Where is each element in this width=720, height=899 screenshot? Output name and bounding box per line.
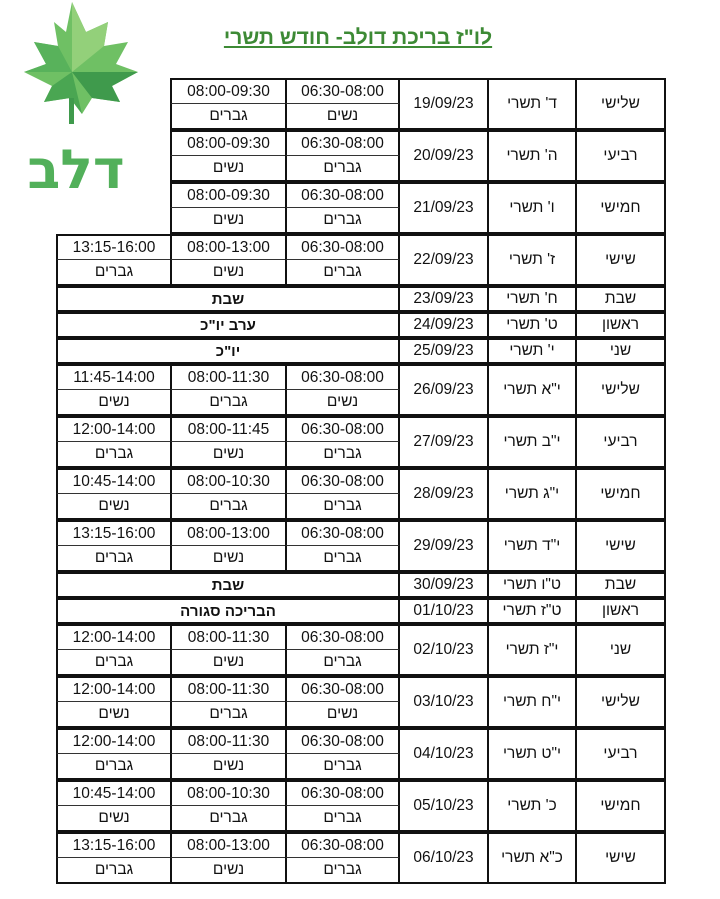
row-hebrew-date: ח' תשרי bbox=[489, 286, 577, 312]
slot-time: 12:00-14:00 bbox=[56, 728, 170, 754]
slot-time: 08:00-11:45 bbox=[170, 416, 285, 442]
slot-time: 13:15-16:00 bbox=[56, 520, 170, 546]
slot-time: 08:00-11:30 bbox=[170, 624, 285, 650]
slot-time: 13:15-16:00 bbox=[56, 234, 170, 260]
row-hebrew-date: כ' תשרי bbox=[489, 780, 577, 832]
row-day: חמישי bbox=[577, 468, 666, 520]
row-day: שני bbox=[577, 338, 666, 364]
slot-time: 08:00-11:30 bbox=[170, 676, 285, 702]
slot-gender: גברים bbox=[56, 546, 170, 572]
slot-time: 08:00-11:30 bbox=[170, 728, 285, 754]
row-hebrew-date: ז' תשרי bbox=[489, 234, 577, 286]
row-note: ערב יו"כ bbox=[56, 312, 400, 338]
row-date: 28/09/23 bbox=[400, 468, 489, 520]
slot-gender: נשים bbox=[56, 494, 170, 520]
row-hebrew-date: ט"ז תשרי bbox=[489, 598, 577, 624]
slot-time: 11:45-14:00 bbox=[56, 364, 170, 390]
slot-gender: גברים bbox=[56, 858, 170, 884]
row-note: שבת bbox=[56, 572, 400, 598]
row-date: 22/09/23 bbox=[400, 234, 489, 286]
slot-time: 08:00-11:30 bbox=[170, 364, 285, 390]
row-note: יו"כ bbox=[56, 338, 400, 364]
row-hebrew-date: י"א תשרי bbox=[489, 364, 577, 416]
slot-gender: נשים bbox=[56, 806, 170, 832]
slot-gender: גברים bbox=[285, 494, 400, 520]
slot-time: 08:00-13:00 bbox=[170, 520, 285, 546]
row-hebrew-date: ט' תשרי bbox=[489, 312, 577, 338]
slot-gender: גברים bbox=[56, 754, 170, 780]
slot-time: 10:45-14:00 bbox=[56, 780, 170, 806]
logo-text: דלב bbox=[27, 138, 125, 194]
slot-gender: נשים bbox=[56, 390, 170, 416]
slot-time: 06:30-08:00 bbox=[285, 520, 400, 546]
slot-time: 08:00-09:30 bbox=[170, 130, 285, 156]
row-date: 27/09/23 bbox=[400, 416, 489, 468]
slot-time: 08:00-10:30 bbox=[170, 780, 285, 806]
slot-gender: נשים bbox=[170, 858, 285, 884]
row-hebrew-date: ט"ו תשרי bbox=[489, 572, 577, 598]
slot-time: 06:30-08:00 bbox=[285, 780, 400, 806]
row-date: 30/09/23 bbox=[400, 572, 489, 598]
row-hebrew-date: ה' תשרי bbox=[489, 130, 577, 182]
row-date: 05/10/23 bbox=[400, 780, 489, 832]
slot-gender: נשים bbox=[56, 702, 170, 728]
row-day: שלישי bbox=[577, 676, 666, 728]
slot-time: 08:00-09:30 bbox=[170, 182, 285, 208]
slot-gender: גברים bbox=[56, 260, 170, 286]
slot-time: 10:45-14:00 bbox=[56, 468, 170, 494]
row-hebrew-date: י"ד תשרי bbox=[489, 520, 577, 572]
slot-gender: גברים bbox=[170, 806, 285, 832]
slot-gender: גברים bbox=[170, 702, 285, 728]
row-day: רביעי bbox=[577, 416, 666, 468]
row-day: שלישי bbox=[577, 78, 666, 130]
slot-time: 08:00-13:00 bbox=[170, 832, 285, 858]
row-date: 06/10/23 bbox=[400, 832, 489, 884]
slot-time: 06:30-08:00 bbox=[285, 78, 400, 104]
slot-gender: נשים bbox=[170, 442, 285, 468]
row-day: שישי bbox=[577, 234, 666, 286]
slot-time: 06:30-08:00 bbox=[285, 234, 400, 260]
slot-gender: נשים bbox=[170, 260, 285, 286]
row-hebrew-date: ד' תשרי bbox=[489, 78, 577, 130]
row-hebrew-date: י"ט תשרי bbox=[489, 728, 577, 780]
row-date: 29/09/23 bbox=[400, 520, 489, 572]
row-hebrew-date: י' תשרי bbox=[489, 338, 577, 364]
page-title: לו"ז בריכת דולב- חודש תשרי bbox=[223, 26, 493, 49]
row-hebrew-date: י"ב תשרי bbox=[489, 416, 577, 468]
row-note: הבריכה סגורה bbox=[56, 598, 400, 624]
logo bbox=[8, 2, 148, 194]
slot-time: 06:30-08:00 bbox=[285, 130, 400, 156]
slot-time: 06:30-08:00 bbox=[285, 416, 400, 442]
row-day: רביעי bbox=[577, 130, 666, 182]
row-date: 19/09/23 bbox=[400, 78, 489, 130]
row-hebrew-date: ו' תשרי bbox=[489, 182, 577, 234]
slot-time: 06:30-08:00 bbox=[285, 832, 400, 858]
row-note: שבת bbox=[56, 286, 400, 312]
slot-time: 06:30-08:00 bbox=[285, 624, 400, 650]
row-day: שבת bbox=[577, 572, 666, 598]
slot-gender: נשים bbox=[170, 650, 285, 676]
row-day: ראשון bbox=[577, 312, 666, 338]
slot-gender: גברים bbox=[285, 858, 400, 884]
slot-time: 12:00-14:00 bbox=[56, 624, 170, 650]
row-date: 23/09/23 bbox=[400, 286, 489, 312]
row-date: 26/09/23 bbox=[400, 364, 489, 416]
slot-gender: נשים bbox=[285, 390, 400, 416]
slot-time: 08:00-10:30 bbox=[170, 468, 285, 494]
slot-time: 08:00-13:00 bbox=[170, 234, 285, 260]
row-day: חמישי bbox=[577, 780, 666, 832]
row-day: ראשון bbox=[577, 598, 666, 624]
slot-gender: גברים bbox=[56, 650, 170, 676]
slot-gender: גברים bbox=[285, 546, 400, 572]
row-date: 24/09/23 bbox=[400, 312, 489, 338]
slot-gender: גברים bbox=[285, 260, 400, 286]
row-date: 03/10/23 bbox=[400, 676, 489, 728]
row-hebrew-date: י"ז תשרי bbox=[489, 624, 577, 676]
row-date: 25/09/23 bbox=[400, 338, 489, 364]
slot-gender: גברים bbox=[170, 494, 285, 520]
slot-gender: גברים bbox=[285, 754, 400, 780]
slot-gender: נשים bbox=[170, 156, 285, 182]
row-day: רביעי bbox=[577, 728, 666, 780]
slot-gender: גברים bbox=[285, 442, 400, 468]
row-date: 04/10/23 bbox=[400, 728, 489, 780]
row-date: 20/09/23 bbox=[400, 130, 489, 182]
row-hebrew-date: י"ח תשרי bbox=[489, 676, 577, 728]
row-day: שבת bbox=[577, 286, 666, 312]
slot-gender: גברים bbox=[285, 806, 400, 832]
slot-gender: גברים bbox=[56, 442, 170, 468]
row-date: 21/09/23 bbox=[400, 182, 489, 234]
slot-time: 12:00-14:00 bbox=[56, 416, 170, 442]
slot-gender: גברים bbox=[285, 156, 400, 182]
slot-gender: נשים bbox=[285, 702, 400, 728]
row-hebrew-date: כ"א תשרי bbox=[489, 832, 577, 884]
slot-time: 08:00-09:30 bbox=[170, 78, 285, 104]
slot-gender: גברים bbox=[170, 104, 285, 130]
row-day: שני bbox=[577, 624, 666, 676]
slot-time: 06:30-08:00 bbox=[285, 364, 400, 390]
row-hebrew-date: י"ג תשרי bbox=[489, 468, 577, 520]
row-day: שישי bbox=[577, 832, 666, 884]
row-day: שלישי bbox=[577, 364, 666, 416]
slot-time: 06:30-08:00 bbox=[285, 468, 400, 494]
slot-gender: נשים bbox=[170, 546, 285, 572]
slot-gender: גברים bbox=[285, 208, 400, 234]
slot-gender: נשים bbox=[285, 104, 400, 130]
slot-gender: גברים bbox=[170, 390, 285, 416]
slot-time: 12:00-14:00 bbox=[56, 676, 170, 702]
row-day: שישי bbox=[577, 520, 666, 572]
slot-gender: נשים bbox=[170, 754, 285, 780]
slot-gender: גברים bbox=[285, 650, 400, 676]
slot-time: 06:30-08:00 bbox=[285, 182, 400, 208]
row-date: 01/10/23 bbox=[400, 598, 489, 624]
maple-leaf-icon bbox=[8, 2, 148, 194]
slot-gender: נשים bbox=[170, 208, 285, 234]
slot-time: 06:30-08:00 bbox=[285, 676, 400, 702]
row-date: 02/10/23 bbox=[400, 624, 489, 676]
slot-time: 13:15-16:00 bbox=[56, 832, 170, 858]
slot-time: 06:30-08:00 bbox=[285, 728, 400, 754]
row-day: חמישי bbox=[577, 182, 666, 234]
